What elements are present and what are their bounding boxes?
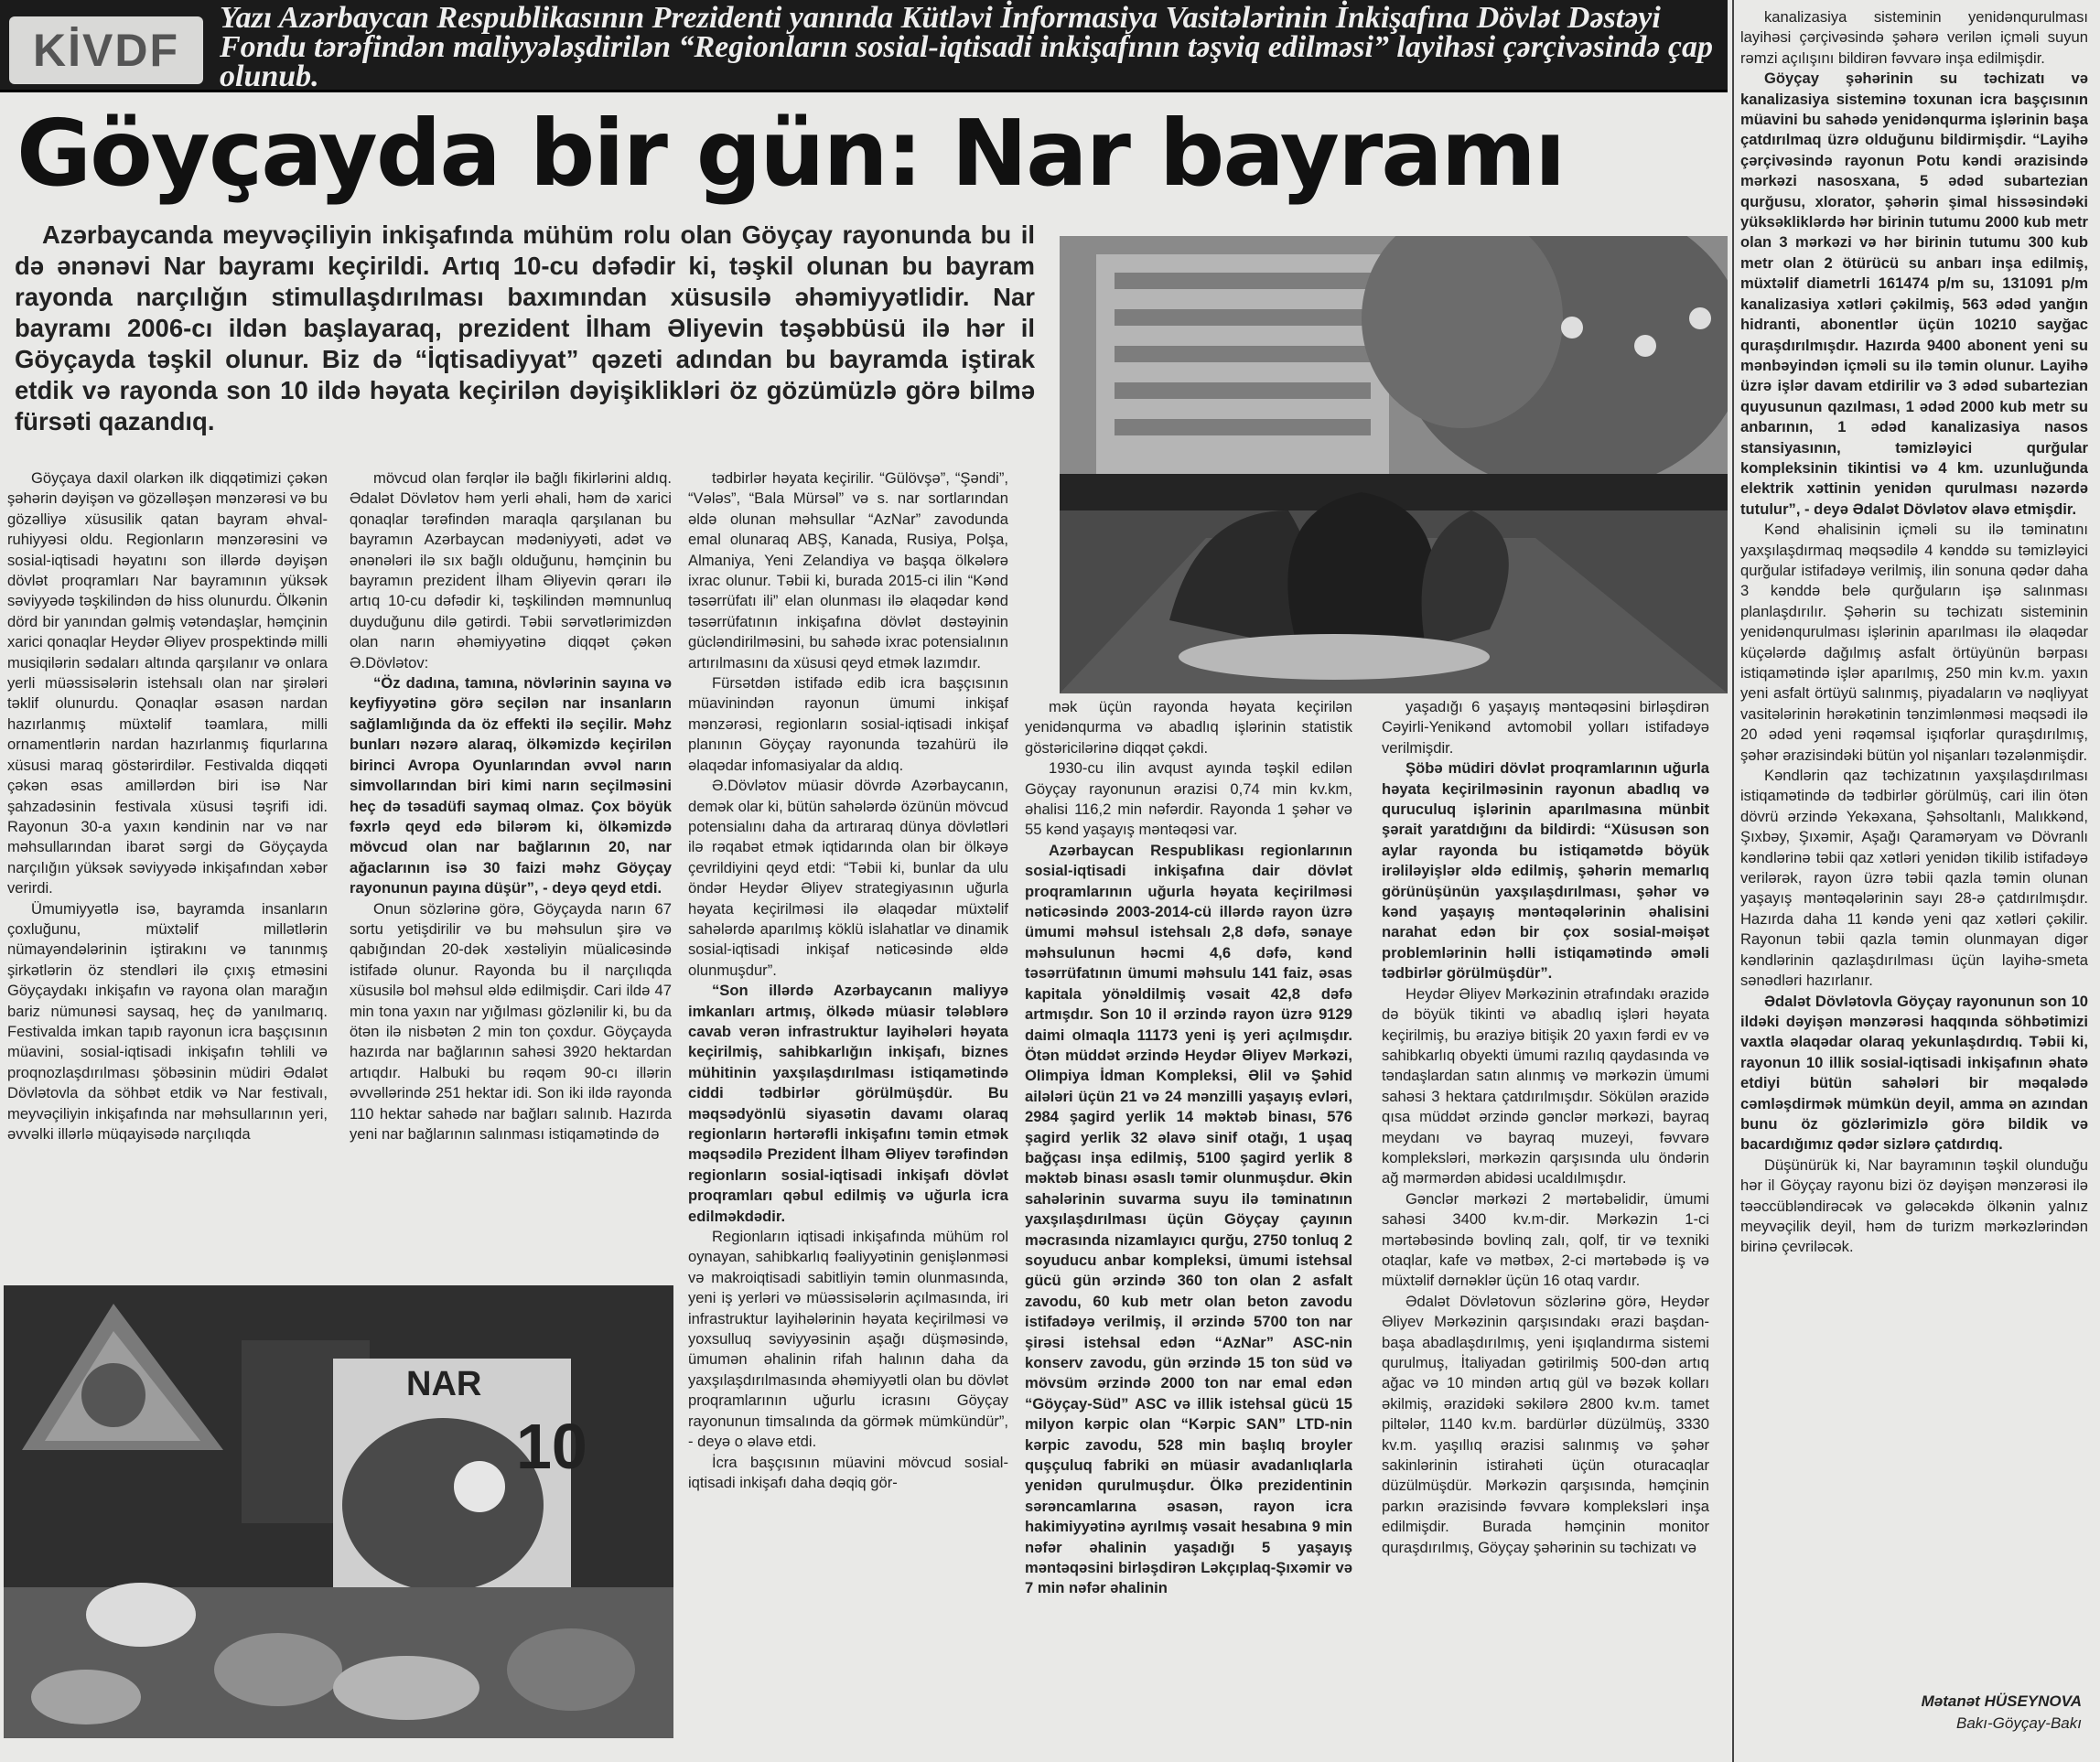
paragraph: tədbirlər həyata keçirilir. “Gülövşə”, “Şəndi”, “Vələs”, “Bala Mürsəl” və s. nar sortlarından əldə olunan məhsullar “AzNar” zavodunda emal olunaraq ABŞ, Kanada, Rusiya, Polşa, Almaniya, Yeni Zelandiya və başqa ölkələrə ixrac olunur. Təbii ki, burada 2015-ci ilin “Kənd təsərrüfatı ili” elan olunması ilə əlaqədar kənd təsərrüfatının inkişafına dövlət dəstəyinin gücləndirilməsini, bu sahədə ixrac potensialının artırılmasını da xüsusi qeyd etmək lazımdır. — [688, 469, 1008, 671]
paragraph: Regionların iqtisadi inkişafında mühüm rol oynayan, sahibkarlıq fəaliyyətinin genişlənməsi və makroiqtisadi sabitliyin təmin olunmasında, yeni iş yerləri və müəssisələrin açılmasında, iri infrastruktur layihələrinin həyata keçirilməsi və yoxsulluq səviyyəsinin aşağı düşməsində, ümumən əhalinin rifah halının daha da yaxşılaşdırılmasında əhəmiyyətli olan bu dövlət proqramlarının uğurlu icrasını Göyçay rayonunun timsalında da görmək mümkündür”, - deyə o əlavə etdi. — [688, 1228, 1008, 1451]
paragraph: İcra başçısının müavini mövcud sosial-iqtisadi inkişafı daha dəqiq gör- — [688, 1453, 1008, 1491]
column-3 — [688, 468, 1008, 1754]
paragraph: mövcud olan fərqlər ilə bağlı fikirlərini aldıq. Ədalət Dövlətov həm yerli əhali, həm də xarici qonaqlar tərəfindən maraqla qarşılanan bu bayramın Azərbaycan mədəniyyəti, adət və ənənələri ilə sıx bağlı olduğunu, həmçinin bu bayramın prezident İlham Əliyevin qərarı ilə artıq 10-cu dəfədir ki, təşkilindən məmnunluq duyduğunu dilə gətirdi. Təbii sərvətlərimizdən olan narın əhəmiyyətinə diqqət çəkən Ə.Dövlətov: — [350, 469, 672, 671]
column-divider — [1732, 0, 1734, 1762]
nar-sign-text: NAR — [406, 1365, 482, 1403]
quote-paragraph: “Öz dadına, tamına, növlərinin sayına və keyfiyyətinə görə seçilən nar insanların sağlamlığında da öz effekti ilə seçilir. Məhz bunları nəzərə alaraq, ölkəmizdə keçirilən birinci Avropa Oyunlarından əvvəl narın simvollarından biri kimi narın seçilməsini heç də təsadüfi saymaq olmaz. Çox böyük fəxrlə qeyd edə bilərəm ki, ölkəmizdə mövcud olan nar bağlarının 20, nar ağaclarının isə 30 faizi məhz Göyçay rayonunun payına düşür”, - deyə qeyd etdi. — [350, 674, 672, 897]
author-name: Mətanət HÜSEYNOVA — [1921, 1692, 2082, 1710]
exhibition-photo-graphic — [4, 1285, 673, 1738]
article-lead: Azərbaycanda meyvəçiliyin inkişafında mühüm rolu olan Göyçay rayonunda bu il də ənənəvi Nar bayramı keçirildi. Artıq 10-cu dəfədir ki, təşkil olunan bu bayram rayonda narçılığın stimullaşdırılması baxımından xüsusilə əhəmiyyətlidir. Nar bayramı 2006-cı ildən başlayaraq, prezident İlham Əliyevin təşəbbüsü ilə hər il Göyçayda təşkil olunur. Biz də “İqtisadiyyat” qəzeti adından bu bayramda iştirak etdik və rayonda son 10 ildə həyata keçirilən dəyişiklikləri öz gözümüzlə görə bilmə fürsəti qazandıq. — [15, 220, 1035, 435]
kivdf-logo: KİVDF — [9, 16, 203, 84]
paragraph: 1930-cu ilin avqust ayında təşkil edilən Göyçay rayonunun ərazisi 0,74 min kv.km, əhalisi 116,2 min nəfərdir. Rayonda 1 şəhər və 55 kənd yaşayış məntəqəsi var. — [1025, 759, 1352, 839]
paragraph: Ə.Dövlətov müasir dövrdə Azərbaycanın, demək olar ki, bütün sahələrdə özünün mövcud potensialını daha da artıraraq dünya dövlətləri ilə rəqabət etmək iqtidarında olan bir ölkəyə çevrildiyini qeyd etdi: “Təbii ki, bunlar da ulu öndər Heydər Əliyev strategiyasının uğurla həyata keçirilməsi ilə əlaqədar müxtəlif sahələrdə aparılmış köklü islahatlar və dinamik sosial-iqtisadi inkişaf nəticəsində əldə olunmuşdur”. — [688, 777, 1008, 979]
festival-photo — [1060, 236, 1728, 693]
quote-paragraph: Göyçay şəhərinin su təchizatı və kanalizasiya sisteminə toxunan icra başçısının müavini bu sahədə yenidənqurma işlərinin başa çatdırılmaq üzrə olduğunu bildirmişdir. “Layihə çərçivəsində rayonun Potu kəndi ərazisində mərkəzi nasosxana, 5 ədəd subartezian qurğusu, xlorator, şəhərin şimal hissəsindəki yüksəkliklərdə hər birinin tutumu 2000 kub metr olan 3 mərkəzi və hər birinin tutumu 300 kub metr olan 2 ötürücü su anbarı inşa edilmiş, müxtəlif diametrli 161474 p/m su, 131091 p/m kanalizasiya xətləri çəkilmiş, 563 ədəd yanğın hidranti, abonentlər üçün 10210 sayğac quraşdırılmışdır. Hazırda 9400 abonent yeni su mənbəyindən içməli su ilə təmin olunur. Layihə üzrə işlər davam etdirilir və 3 ədəd subartezian quyusunun qazılması, 1 ədəd 2000 kub metr su anbarının, 1 ədəd kanalizasiya nasos stansiyasının, təmizləyici qurğular kompleksinin tikintisi və 4 km. uzunluğunda elektrik xəttinin yenidən qurulması nəzərdə tutulur”, - deyə Ədalət Dövlətov əlavə etmişdir. — [1740, 70, 2088, 518]
column-6 — [1740, 7, 2088, 1755]
column-2 — [350, 468, 672, 1278]
paragraph: Onun sözlərinə görə, Göyçayda narın 67 sortu yetişdirilir və bu məhsulun şirə və qabığından 20-dək xəstəliyin müalicəsində istifadə olunur. Rayonda bu il narçılıqda xüsusilə bol məhsul əldə edilmişdir. Cari ildə 47 min tona yaxın nar yığılması gözlənilir ki, bu da ötən ilə nisbətən 2 min ton çoxdur. Göyçayda hazırda nar bağlarının sahəsi 3920 hektardan artıqdır. Halbuki bu rəqəm 90-cı illərin əvvəllərində 251 hektar idi. Son iki ildə rayonda 110 hektar sahədə nar bağları salınıb. Hazırda yeni nar bağlarının salınması istiqamətində də — [350, 899, 672, 1143]
quote-paragraph: Şöbə müdiri dövlət proqramlarının uğurla həyata keçirilməsinin rayonun abadlıq və quruculuq işlərinin aparılmasına münbit şərait yaratdığını da bildirdi: “Xüsusən son aylar rayonda bu istiqamətdə böyük irəliləyişlər əldə edilmiş, şəhərin memarlıq görünüşünün yaxşılaşdırılması, şəhər və kənd yaşayış məntəqələrinin əhalisini narahat edən bir çox sosial-məişət problemlərinin həlli istiqamətində əməli tədbirlər görülmüşdür”. — [1382, 759, 1709, 983]
author-place: Bakı-Göyçay-Bakı — [1956, 1714, 2082, 1732]
paragraph: kanalizasiya sisteminin yenidənqurulması layihəsi çərçivəsində şəhərə verilən içməli suyun rəmzi açılışını bildirən fəvvarə inşa edilmişdir. — [1740, 8, 2088, 67]
paragraph: mək üçün rayonda həyata keçirilən yenidənqurma və abadlıq işlərinin statistik göstəricilərinə diqqət çəkdi. — [1025, 698, 1352, 757]
paragraph: Ümumiyyətlə isə, bayramda insanların çoxluğunu, müxtəlif millətlərin nümayəndələrinin iştirakını və tanınmış şirkətlərin öz stendləri ilə çıxış etməsini Göyçaydakı inkişafın və rayona olan marağın bariz nümunəsi saysaq, heç də yanılmarıq. Festivalda imkan tapıb rayonun icra başçısının müavini, sosial-iqtisadi inkişafın təhlili və proqnozlaşdırılması şöbəsinin müdiri Ədalət Dövlətovla da söhbət etdik və Nar festivalı, meyvəçiliyin inkişafında nar məhsullarının yeri, əvvəlki illərlə müqayisədə narçılıqda — [7, 899, 328, 1143]
article-headline: Göyçayda bir gün: Nar bayramı — [16, 100, 1565, 207]
paragraph: Kənd əhalisinin içməli su ilə təminatını yaxşılaşdırmaq məqsədilə 4 kənddə su təmizləyici qurğular istifadəyə verilmiş, ilin sonuna qədər daha 3 kənddə belə qurğuların işə salınması planlaşdırılır. Şəhərin su təchizatı sisteminin yenidənqurulması işlərinin aparılması ilə əlaqədar küçələrdə dağılmış asfalt örtüyünün bərpası istiqamətində işlər aparılmış, 250 min kv.m. yaxın yeni asfalt örtüyü salınmış, piyadaların və nəqliyyat vasitələrinin hərəkətinin tənzimlənməsi məqsədi ilə 20 ədəd yeni rəqəmsal işıqforlar quraşdırılmış, şəhər ərazisindəki bütün yol nişanları təzələnmişdir. — [1740, 521, 2088, 764]
paragraph: Heydər Əliyev Mərkəzinin ətrafındakı ərazidə də böyük tikinti və abadlıq işləri həyata keçirilmiş, bu əraziyə bitişik 20 yaxın fərdi ev və sahibkarlıq obyekti ümumi razılıq qaydasında və təndaşlardan satın alınmış və mərkəzin ümumi sahəsi 3 hektara çatdırılmışdır. Sökülən ərazidə qısa müddət ərzində gənclər mərkəzi, bayraq meydanı və bayraq muzeyi, fəvvarə kompleksləri, mərkəzin qarşısında ulu öndərin ağ mərmərdən abidəsi ucaldılmışdır. — [1382, 984, 1709, 1187]
paragraph: Kəndlərin qaz təchizatının yaxşılaşdırılması istiqamətində də tədbirlər görülmüş, cari ilin ötən dövrü ərzində Yekəxana, Şəhsoltanlı, Malıkkənd, Şıxbəy, Şıxəmir, Aşağı Qaraməryam və Dövranlı kəndlərinə təbii qaz xətləri yenidən tikilib istifadəyə verilərək, rayon üzrə təbii qazla təmin olunan yaşayış məntəqələrinin sayı 28-ə çatdırılmışdır. Hazırda daha 11 kəndə yeni qaz xətləri çəkilir. Rayonun təbii qazla təmin olunmayan digər kəndlərinin qazlaşdırılması üçün layihə-smeta sənədləri hazırlanır. — [1740, 767, 2088, 990]
byline — [1743, 1691, 2082, 1735]
sponsor-banner — [0, 0, 1728, 92]
paragraph: Ədalət Dövlətovun sözlərinə görə, Heydər Əliyev Mərkəzinin qarşısındakı ərazi başdan-başa abadlaşdırılmış, yeni işıqlandırma sistemi qurulmuş, İtaliyadan gətirilmiş 500-dən artıq ağac və 10 mindən artıq gül və bəzək kolları əkilmiş, ərazidəki səkilərə 2800 kv.m. tamet piltələr, 1140 kv.m. bardürlər düzülmüş, 3330 kv.m. yaşıllıq ərazisi salınmış və şəhər sakinlərinin istirahəti üçün oturacaqlar düzülmüşdür. Mərkəzin qarşısında, həmçinin parkın ərazisində fəvvarə kompleksləri inşa edilmişdir. Burada həmçinin monitor quraşdırılmış, Göyçay şəhərinin su təchizatı və — [1382, 1292, 1709, 1556]
nar-sign-number: 10 — [516, 1411, 587, 1482]
paragraph: Fürsətdən istifadə edib icra başçısının müavinindən rayonun ümumi inkişaf mənzərəsi, regionların sosial-iqtisadi inkişaf planının Göyçay rayonunda təzahürü ilə əlaqədar infomasiyalar da aldıq. — [688, 674, 1008, 774]
paragraph: Düşünürük ki, Nar bayramının təşkil olunduğu hər il Göyçay rayonu bizi öz dəyişən mənzərəsi ilə təəccübləndirəcək və gələcəkdə ölkənin yalnız meyvəçilik deyil, həm də turizm mərkəzlərindən birinə çevriləcək. — [1740, 1155, 2088, 1256]
column-5 — [1382, 697, 1709, 1758]
column-4 — [1025, 697, 1352, 1758]
quote-paragraph: “Son illərdə Azərbaycanın maliyyə imkanları artmış, ölkədə müasir tələblərə cavab verən infrastruktur layihələri həyata keçirilmiş, sahibkarlığın inkişafı, biznes mühitinin yaxşılaşdırılması istiqamətində ciddi tədbirlər görülmüşdür. Bu məqsədyönlü siyasətin davamı olaraq regionların hərtərəfli inkişafını təmin etmək məqsədilə Prezident İlham Əliyev tərəfindən regionların sosial-iqtisadi inkişafı dövlət proqramları qəbul edilmiş və uğurla icra edilməkdədir. — [688, 982, 1008, 1225]
column-1 — [7, 468, 328, 1278]
paragraph: Azərbaycan Respublikası regionlarının sosial-iqtisadi inkişafına dair dövlət proqramlarının uğurla həyata keçirilməsi nəticəsində 2003-2014-cü illərdə rayon üzrə ümumi məhsul istehsalı 2,8 dəfə, sənaye məhsulunun həcmi 4,6 dəfə, kənd təsərrüfatının ümumi məhsulu 141 faiz, əsas kapitala yönəldilmiş vəsait 42,8 dəfə artmışdır. Son 10 il ərzində rayon üzrə 9129 daimi olmaqla 11173 yeni iş yeri açılmışdır. Ötən müddət ərzində Heydər Əliyev Mərkəzi, Olimpiya İdman Kompleksi, Əlil və Şəhid ailələri üçün 21 və 24 mənzilli yaşayış evləri, 2984 şagird yerlik 14 məktəb binası, 576 şagird yerlik 32 əlavə sinif otağı, 1 uşaq bağçası inşa edilmiş, 5100 şagird yerlik 8 məktəb binası əsaslı təmir olunmuşdur. Əkin sahələrinin suvarma suyu ilə təminatının yaxşılaşdırılması üçün Göyçay çayının məcrasında nizamlayıcı qurğu, 2750 tonluq 2 soyuducu anbar kompleksi, ümumi istehsal gücü gün ərzində 360 ton olan 2 asfalt zavodu, 60 kub metr olan beton zavodu istifadəyə verilmiş, il ərzində 5700 ton nar şirəsi istehsal edən “AzNar” ASC-nin konserv zavodu, gün ərzində 15 ton süd və mövsüm ərzində 2000 ton nar emal edən “Göyçay-Süd” ASC və illik istehsal gücü 15 milyon kərpic olan “Kərpic SAN” LTD-nin kərpic zavodu, 528 min başlıq broyler quşçuluq fabriki ən müasir avadanlıqlarla yenidən qurulmuşdur. Ölkə prezidentinin sərəncamlarına əsasən, rayon icra hakimiyyətinə ayrılmış vəsait hesabına 9 min nəfər əhalinin yaşadığı 5 yaşayış məntəqəsini birləşdirən Ləkçıplaq-Şıxəmir və 7 min nəfər əhalinin — [1025, 841, 1352, 1597]
festival-photo-graphic — [1060, 236, 1728, 693]
sponsor-note: Yazı Azərbaycan Respublikasının Prezidenti yanında Kütləvi İnformasiya Vasitələrinin İnkişafına Dövlət Dəstəyi Fondu tərəfindən maliyyələşdirilən “Regionların sosial-iqtisadi inkişafının təşviq edilməsi” layihəsi çərçivəsində çap olunub. — [220, 1, 1713, 93]
paragraph: yaşadığı 6 yaşayış məntəqəsini birləşdirən Cəyirli-Yenikənd avtomobil yolları istifadəyə verilmişdir. — [1382, 698, 1709, 757]
paragraph: Ədalət Dövlətovla Göyçay rayonunun son 10 ildəki dəyişən mənzərəsi haqqında söhbətimizi vaxtla əlaqədar olaraq yekunlaşdırdıq. Təbii ki, rayonun 10 illik sosial-iqtisadi inkişafının əhatə etdiyi bütün sahələri bir məqalədə cəmləşdirmək mümkün deyil, amma ən azından bunu öz gözlərimizlə görə bildik və bacardığımız qədər sizlərə çatdırdıq. — [1740, 992, 2088, 1154]
paragraph: Göyçaya daxil olarkən ilk diqqətimizi çəkən şəhərin dəyişən və gözəlləşən mənzərəsi və bu gözəlliyə xüsusilik qatan bayram əhval-ruhiyyəsi oldu. Regionların mənzərəsini və sosial-iqtisadi həyatını son illərdə dəyişən dövlət proqramları Nar bayramının yüksək səviyyədə təşkilindən də hiss olunurdu. Ölkənin dörd bir yanından gəlmiş vətəndaşlar, həmçinin xarici qonaqlar Heydər Əliyev prospektində milli musiqilərin sədaları altında qarşılanır və onlara yerli müəssisələrin istehsalı olan nar şirələri təklif olunurdu. Qonaqlar əsasən nardan hazırlanmış müxtəlif təamlara, milli ornamentlərin nardan hazırlanmış fiqurlarına xüsusi maraq göstərirdilər. Festivalda diqqəti çəkən əsas amillərdən biri isə Nar şahzadəsinin festivala xüsusi təşrifi idi. Rayonun 30-a yaxın kəndinin nar və nar məhsullarından ibarət sərgi də Göyçayda narçılığın yüksək səviyyədə inkişafından xəbər verirdi. — [7, 469, 328, 897]
exhibition-photo — [4, 1285, 673, 1738]
paragraph: Gənclər mərkəzi 2 mərtəbəlidir, ümumi sahəsi 3400 kv.m-dir. Mərkəzin 1-ci mərtəbəsində bovlinq zalı, qolf, tir və texniki otaqlar, kafe və mətbəx, 2-ci mərtəbədə iş və müxtəlif dərnəklər üçün 16 otaq vardır. — [1382, 1189, 1709, 1290]
